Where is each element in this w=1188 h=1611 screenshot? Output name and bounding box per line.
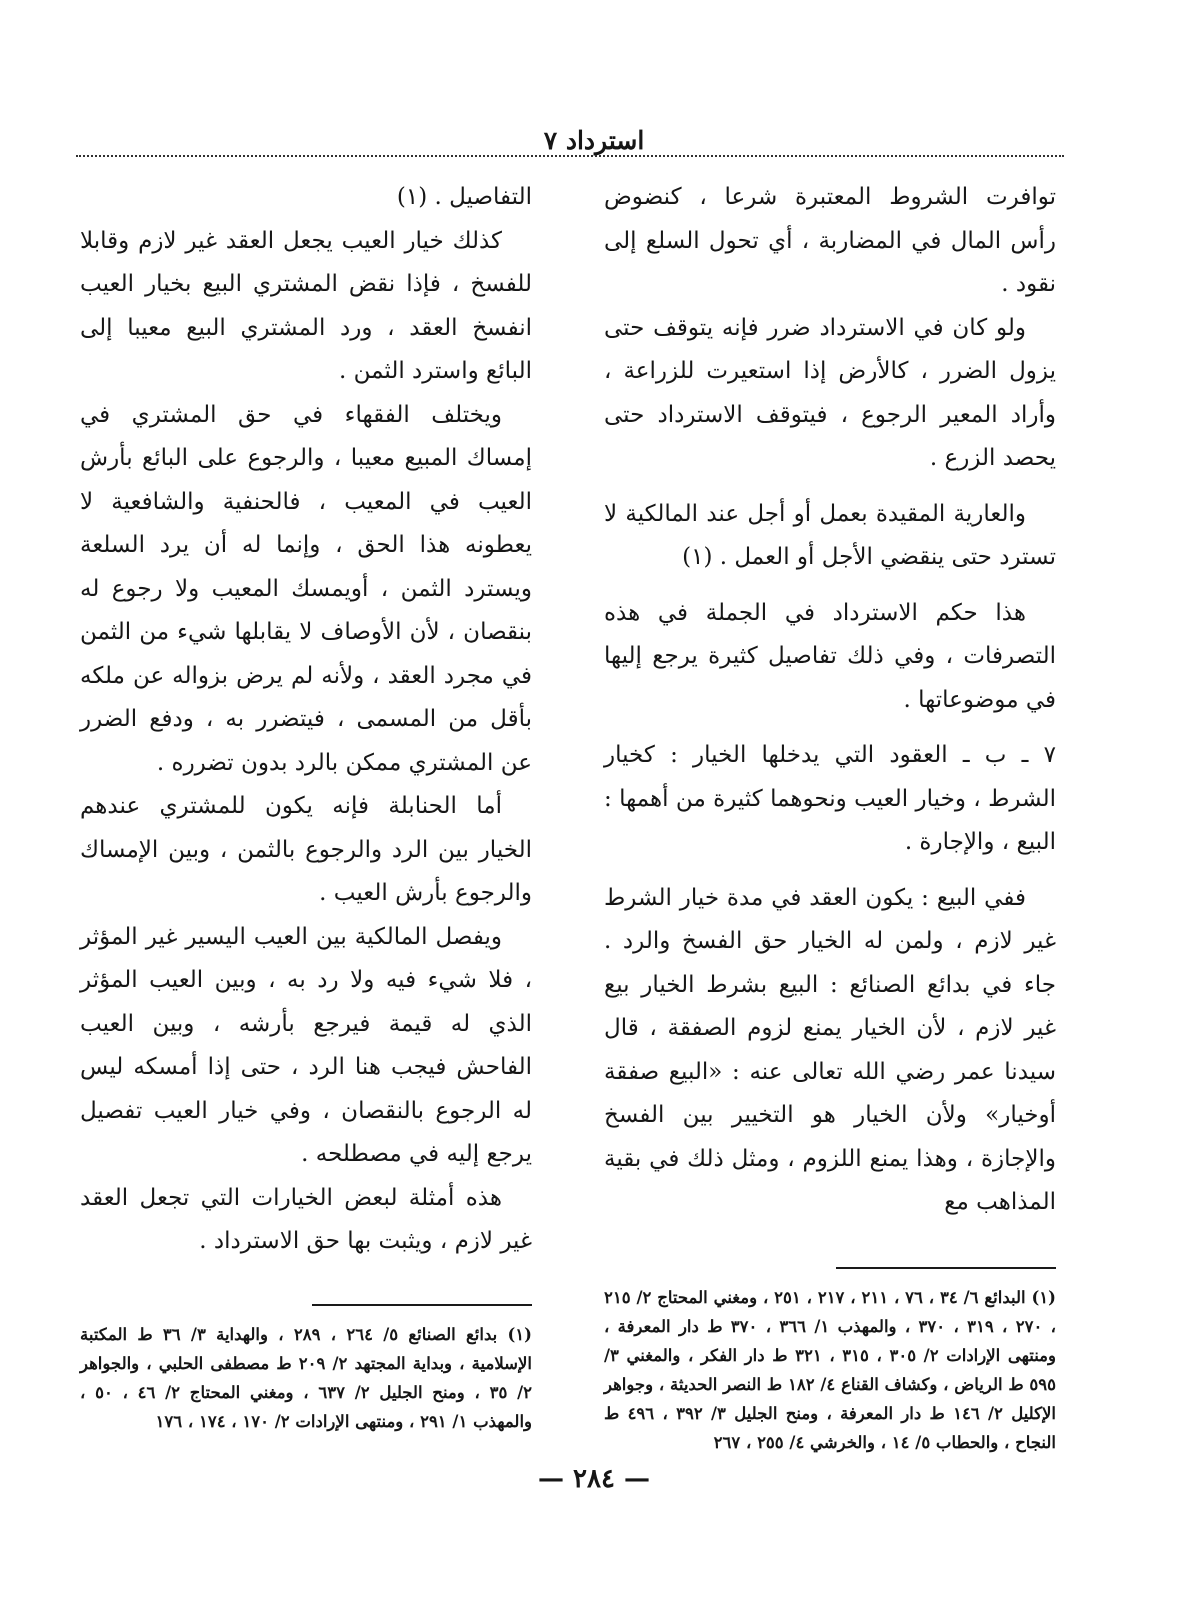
- paragraph: هذه أمثلة لبعض الخيارات التي تجعل العقد غير لازم ، ويثبت بها حق الاسترداد .: [80, 1184, 532, 1254]
- paragraph: ويختلف الفقهاء في حق المشتري في إمساك المبيع معيبا ، والرجوع على البائع بأرش العيب في المعيب ، فالحنفية والشافعية لا يعطونه هذا الحق ، وإنما له أن يرد السلعة ويسترد الثمن ، أويمسك المعيب ولا رجوع له بنقصان ، لأن الأوصاف لا يقابلها شيء من الثمن في مجرد العقد ، ولأنه لم يرض بزواله عن ملكه بأقل من المسمى ، فيتضرر به ، ودفع الضرر عن المشتري ممكن بالرد بدون تضرره .: [80, 401, 532, 776]
- header-dotted-rule: [76, 155, 1064, 157]
- page-number: — ٢٨٤ —: [537, 1464, 651, 1494]
- section-paragraph: ٧ ـ ب ـ العقود التي يدخلها الخيار : كخيار الشرط ، وخيار العيب ونحوهما كثيرة من أهمها : البيع ، والإجارة .: [604, 742, 1056, 855]
- paragraph: أما الحنابلة فإنه يكون للمشتري عندهم الخيار بين الرد والرجوع بالثمن ، وبين الإمساك والرجوع بأرش العيب .: [80, 793, 532, 906]
- footnote: (١) البدائع ٦/ ٣٤ ، ٧٦ ، ٢١١ ، ٢١٧ ، ٢٥١ ، ومغني المحتاج ٢/ ٢١٥ ، ٢٧٠ ، ٣١٩ ، ٣٧٠ ، والمهذب ١/ ٣٦٦ ، ٣٧٠ ط دار المعرفة ، ومنتهى الإرادات ٢/ ٣٠٥ ، ٣١٥ ، ٣٢١ ط دار الفكر ، والمغني ٣/ ٥٩٥ ط الرياض ، وكشاف القناع ٤/ ١٨٢ ط النصر الحديثة ، وجواهر الإكليل ٢/ ١٤٦ ط دار المعرفة ، ومنح الجليل ٣/ ٣٩٢ ، ٤٩٦ ط النجاح ، والحطاب ٥/ ١٤ ، والخرشي ٤/ ٢٥٥ ، ٢٦٧: [604, 1287, 1056, 1452]
- footnote: (١) بدائع الصنائع ٥/ ٢٦٤ ، ٢٨٩ ، والهداية ٣/ ٣٦ ط المكتبة الإسلامية ، وبداية المجتهد ٢/ ٢٠٩ ط مصطفى الحلبي ، والجواهر ٢/ ٣٥ ، ومنح الجليل ٢/ ٦٣٧ ، ومغني المحتاج ٢/ ٤٦ ، ٥٠ ، والمهذب ١/ ٢٩١ ، ومنتهى الإرادات ٢/ ١٧٠ ، ١٧٤ ، ١٧٦: [80, 1324, 532, 1431]
- right-column: [604, 176, 1056, 1457]
- footnote-rule: [312, 1304, 532, 1306]
- paragraph: ولو كان في الاسترداد ضرر فإنه يتوقف حتى يزول الضرر ، كالأرض إذا استعيرت للزراعة ، وأراد المعير الرجوع ، فيتوقف الاسترداد حتى يحصد الزرع .: [604, 314, 1056, 471]
- paragraph: والعارية المقيدة بعمل أو أجل عند المالكية لا تسترد حتى ينقضي الأجل أو العمل . (١): [604, 500, 1056, 570]
- paragraph: كذلك خيار العيب يجعل العقد غير لازم وقابلا للفسخ ، فإذا نقض المشتري البيع بخيار العيب انفسخ العقد ، ورد المشتري البيع معيبا إلى البائع واسترد الثمن .: [80, 227, 532, 384]
- paragraph: هذا حكم الاسترداد في الجملة في هذه التصرفات ، وفي ذلك تفاصيل كثيرة يرجع إليها في موضوعاتها .: [604, 599, 1056, 713]
- paragraph: ففي البيع : يكون العقد في مدة خيار الشرط غير لازم ، ولمن له الخيار حق الفسخ والرد . جاء في بدائع الصنائع : البيع بشرط الخيار بيع غير لازم ، لأن الخيار يمنع لزوم الصفقة ، قال سيدنا عمر رضي الله تعالى عنه : «البيع صفقة أوخيار» ولأن الخيار هو التخيير بين الفسخ والإجازة ، وهذا يمنع اللزوم ، ومثل ذلك في بقية المذاهب مع: [604, 884, 1056, 1215]
- paragraph: ويفصل المالكية بين العيب اليسير غير المؤثر ، فلا شيء فيه ولا رد به ، وبين العيب المؤثر الذي له قيمة فيرجع بأرشه ، وبين العيب الفاحش فيجب هنا الرد ، حتى إذا أمسكه ليس له الرجوع بالنقصان ، وفي خيار العيب تفصيل يرجع إليه في مصطلحه .: [80, 923, 532, 1167]
- paragraph: التفاصيل . (١): [396, 184, 532, 210]
- page-header-title: استرداد ٧: [543, 126, 645, 155]
- left-column: [80, 176, 532, 1436]
- paragraph: توافرت الشروط المعتبرة شرعا ، كنضوض رأس المال في المضاربة ، أي تحول السلع إلى نقود .: [604, 184, 1056, 297]
- footnote-rule: [836, 1267, 1056, 1269]
